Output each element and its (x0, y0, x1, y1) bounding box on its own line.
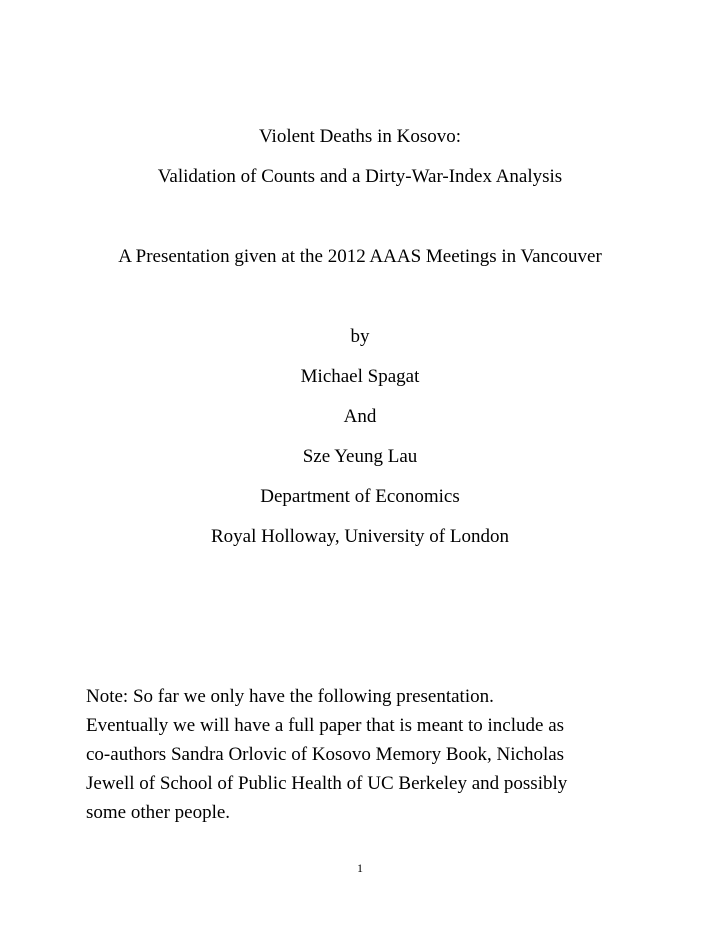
university: Royal Holloway, University of London (211, 526, 509, 547)
note-paragraph (86, 682, 646, 827)
and-label: And (343, 406, 377, 427)
author-1: Michael Spagat (300, 366, 420, 387)
title-line-2: Validation of Counts and a Dirty-War-Index Analysis (157, 166, 563, 187)
note-line: co-authors Sandra Orlovic of Kosovo Memory Book, Nicholas (86, 744, 565, 765)
department: Department of Economics (260, 486, 460, 507)
title-line-1: Violent Deaths in Kosovo: (258, 126, 462, 147)
note-line: Jewell of School of Public Health of UC Berkeley and possibly (86, 773, 568, 794)
note-line: Note: So far we only have the following presentation. (86, 686, 494, 707)
page-number: 1 (357, 861, 363, 875)
note-line: some other people. (86, 802, 231, 823)
presentation-line: A Presentation given at the 2012 AAAS Meetings in Vancouver (118, 246, 602, 267)
by-label: by (350, 326, 370, 347)
author-2: Sze Yeung Lau (302, 446, 418, 467)
note-line: Eventually we will have a full paper that is meant to include as (86, 715, 565, 736)
